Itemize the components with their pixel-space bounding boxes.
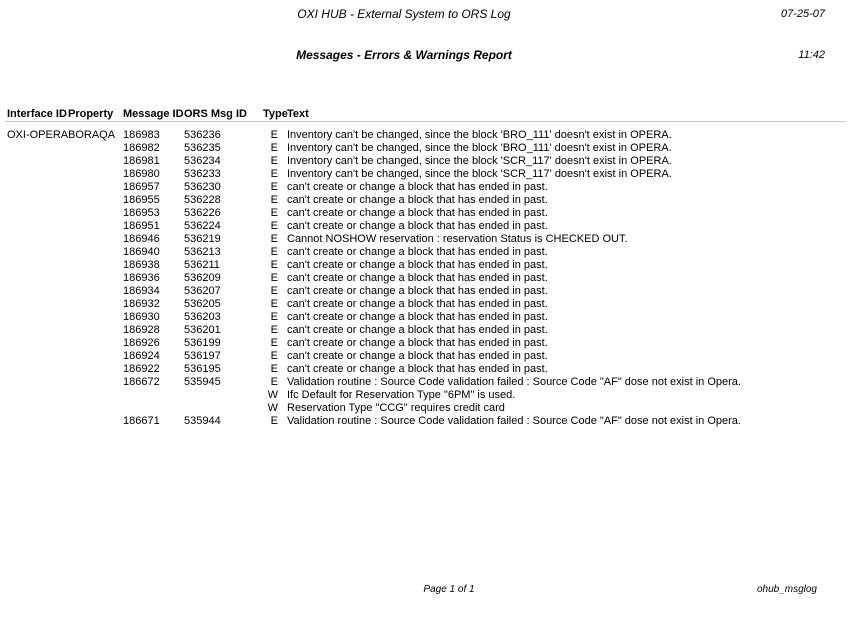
table-row — [0, 207, 851, 220]
cell-text: can't create or change a block that has ended in past. — [287, 363, 548, 375]
cell-ors-msg-id: 536211 — [184, 259, 220, 271]
column-header-interface-id: Interface ID — [7, 108, 67, 120]
cell-text: can't create or change a block that has ended in past. — [287, 181, 548, 193]
cell-type: E — [270, 181, 278, 193]
cell-message-id: 186953 — [123, 207, 160, 219]
cell-text: can't create or change a block that has ended in past. — [287, 350, 548, 362]
cell-ors-msg-id: 536205 — [184, 298, 221, 310]
column-header-ors-msg-id: ORS Msg ID — [184, 108, 247, 120]
cell-property: BORAQA — [68, 129, 116, 141]
cell-message-id: 186955 — [123, 194, 160, 206]
cell-text: can't create or change a block that has ended in past. — [287, 272, 548, 284]
cell-message-id: 186982 — [123, 142, 160, 154]
cell-message-id: 186930 — [123, 311, 160, 323]
cell-type: W — [267, 402, 278, 414]
cell-message-id: 186981 — [123, 155, 160, 167]
cell-message-id: 186672 — [123, 376, 160, 388]
cell-ors-msg-id: 536201 — [184, 324, 221, 336]
cell-type: E — [270, 129, 278, 141]
cell-type: E — [270, 155, 278, 167]
table-row — [0, 246, 851, 259]
cell-type: W — [267, 389, 278, 401]
cell-message-id: 186671 — [123, 415, 160, 427]
cell-type: E — [270, 272, 278, 284]
cell-type: E — [270, 259, 278, 271]
table-row — [0, 181, 851, 194]
cell-type: E — [270, 220, 278, 232]
cell-type: E — [270, 285, 278, 297]
cell-type: E — [270, 337, 278, 349]
cell-ors-msg-id: 535944 — [184, 415, 221, 427]
cell-type: E — [270, 376, 278, 388]
cell-message-id: 186934 — [123, 285, 160, 297]
cell-ors-msg-id: 536224 — [184, 220, 221, 232]
cell-text: Reservation Type "CCG" requires credit card — [287, 402, 505, 414]
cell-text: Cannot NOSHOW reservation : reservation Status is CHECKED OUT. — [287, 233, 628, 245]
cell-ors-msg-id: 536235 — [184, 142, 221, 154]
column-header-text: Text — [287, 108, 309, 120]
cell-message-id: 186938 — [123, 259, 160, 271]
cell-ors-msg-id: 536226 — [184, 207, 221, 219]
cell-type: E — [270, 246, 278, 258]
cell-message-id: 186946 — [123, 233, 160, 245]
cell-text: can't create or change a block that has ended in past. — [287, 246, 548, 258]
table-row — [0, 389, 851, 402]
column-header-message-id: Message ID — [123, 108, 184, 120]
cell-text: can't create or change a block that has ended in past. — [287, 298, 548, 310]
page-number: Page 1 of 1 — [423, 584, 475, 595]
table-row — [0, 168, 851, 181]
table-row — [0, 350, 851, 363]
report-title: OXI HUB - External System to ORS Log — [297, 7, 511, 21]
cell-ors-msg-id: 536209 — [184, 272, 221, 284]
report-date: 07-25-07 — [780, 8, 825, 20]
table-row — [0, 363, 851, 376]
table-row — [0, 129, 851, 142]
table-row — [0, 194, 851, 207]
table-row — [0, 259, 851, 272]
cell-type: E — [270, 415, 278, 427]
table-row — [0, 311, 851, 324]
cell-ors-msg-id: 536230 — [184, 181, 221, 193]
column-header-type: Type — [263, 108, 288, 120]
table-row — [0, 285, 851, 298]
cell-type: E — [270, 298, 278, 310]
cell-type: E — [270, 207, 278, 219]
cell-text: can't create or change a block that has ended in past. — [287, 207, 548, 219]
cell-ors-msg-id: 535945 — [184, 376, 221, 388]
cell-text: can't create or change a block that has ended in past. — [287, 194, 548, 206]
report-time: 11:42 — [798, 49, 825, 61]
table-row — [0, 272, 851, 285]
cell-text: can't create or change a block that has ended in past. — [287, 259, 548, 271]
cell-text: Inventory can't be changed, since the block 'SCR_117' doesn't exist in OPERA. — [287, 155, 672, 167]
cell-message-id: 186926 — [123, 337, 160, 349]
cell-type: E — [270, 363, 278, 375]
cell-message-id: 186957 — [123, 181, 160, 193]
cell-message-id: 186951 — [123, 220, 160, 232]
cell-type: E — [270, 168, 278, 180]
cell-ors-msg-id: 536219 — [184, 233, 221, 245]
table-header — [0, 108, 851, 121]
cell-message-id: 186922 — [123, 363, 160, 375]
cell-ors-msg-id: 536199 — [184, 337, 221, 349]
report-file-name: ohub_msglog — [756, 584, 817, 595]
cell-text: can't create or change a block that has ended in past. — [287, 324, 548, 336]
cell-text: can't create or change a block that has ended in past. — [287, 311, 548, 323]
table-row — [0, 220, 851, 233]
cell-type: E — [270, 233, 278, 245]
cell-text: can't create or change a block that has ended in past. — [287, 337, 548, 349]
report-subtitle: Messages - Errors & Warnings Report — [296, 48, 512, 62]
cell-message-id: 186936 — [123, 272, 160, 284]
cell-type: E — [270, 142, 278, 154]
cell-ors-msg-id: 536207 — [184, 285, 221, 297]
table-row — [0, 142, 851, 155]
table-row — [0, 233, 851, 246]
cell-type: E — [270, 324, 278, 336]
cell-ors-msg-id: 536195 — [184, 363, 221, 375]
cell-message-id: 186980 — [123, 168, 160, 180]
cell-text: Inventory can't be changed, since the block 'BRO_111' doesn't exist in OPERA. — [287, 129, 672, 141]
table-header-rule — [5, 121, 846, 122]
cell-ors-msg-id: 536233 — [184, 168, 221, 180]
table-row — [0, 376, 851, 389]
cell-text: Validation routine : Source Code validation failed : Source Code "AF" dose not exist in Opera. — [287, 376, 741, 388]
cell-ors-msg-id: 536228 — [184, 194, 221, 206]
cell-text: Inventory can't be changed, since the block 'BRO_111' doesn't exist in OPERA. — [287, 142, 672, 154]
cell-interface-id: OXI-OPERA — [7, 129, 69, 141]
cell-message-id: 186983 — [123, 129, 160, 141]
table-row — [0, 324, 851, 337]
cell-type: E — [270, 350, 278, 362]
cell-message-id: 186940 — [123, 246, 160, 258]
table-row — [0, 337, 851, 350]
cell-ors-msg-id: 536234 — [184, 155, 221, 167]
table-row — [0, 415, 851, 428]
column-header-property: Property — [68, 108, 114, 120]
cell-message-id: 186932 — [123, 298, 160, 310]
cell-ors-msg-id: 536197 — [184, 350, 221, 362]
cell-text: Ifc Default for Reservation Type "6PM" is used. — [287, 389, 516, 401]
table-row — [0, 402, 851, 415]
cell-text: Inventory can't be changed, since the block 'SCR_117' doesn't exist in OPERA. — [287, 168, 672, 180]
cell-ors-msg-id: 536236 — [184, 129, 221, 141]
table-row — [0, 298, 851, 311]
cell-ors-msg-id: 536213 — [184, 246, 221, 258]
table-rows — [0, 129, 851, 428]
cell-message-id: 186924 — [123, 350, 160, 362]
table-row — [0, 155, 851, 168]
cell-text: can't create or change a block that has ended in past. — [287, 285, 548, 297]
cell-type: E — [270, 311, 278, 323]
cell-message-id: 186928 — [123, 324, 160, 336]
cell-ors-msg-id: 536203 — [184, 311, 221, 323]
cell-text: Validation routine : Source Code validation failed : Source Code "AF" dose not exist in Opera. — [287, 415, 741, 427]
cell-text: can't create or change a block that has ended in past. — [287, 220, 548, 232]
cell-type: E — [270, 194, 278, 206]
